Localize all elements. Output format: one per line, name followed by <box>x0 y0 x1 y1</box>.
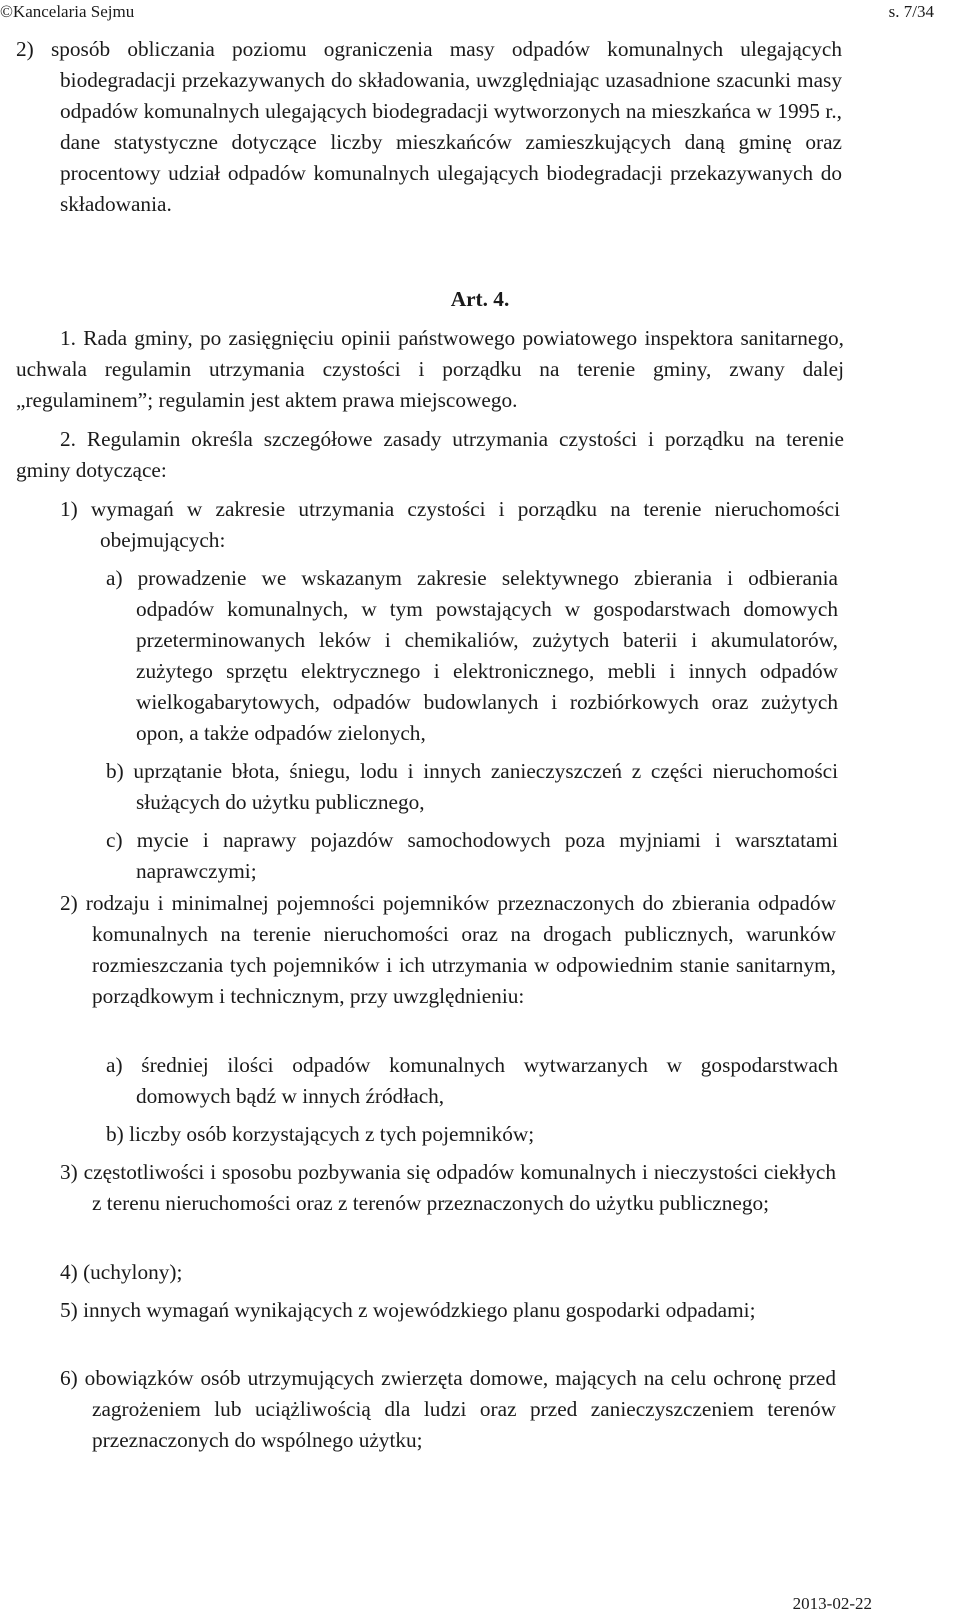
page-header <box>0 0 960 24</box>
article-heading: Art. 4. <box>450 287 510 311</box>
item-4-repealed: 4) (uchylony); <box>60 1260 183 1284</box>
page-footer-date: 2013-02-22 <box>792 1594 872 1613</box>
item-1-b: b) uprzątanie błota, śniegu, lodu i innych zanieczyszczeń z części nieruchomości służących do użytku publicznego, <box>106 759 838 814</box>
item-2-method: 2) sposób obliczania poziomu ograniczenia masy odpadów komunalnych ulegających biodegradacji przekazywanych do składowania, uwzględniając uzasadnione szacunki masy odpadów komunalnych ulegających biodegradacji wytworzonych na mieszkańca w 1995 r., dane statystyczne dotyczące liczby mieszkańców zamieszkujących daną gminę oraz procentowy udział odpadów komunalnych ulegających biodegradacji przekazywanych do składowania. <box>16 37 842 216</box>
paragraph-1: 1. Rada gminy, po zasięgnięciu opinii państwowego powiatowego inspektora sanitarnego, uchwala regulamin utrzymania czystości i porządku na terenie gminy, zwany dalej „regulaminem”; regulamin jest aktem prawa miejscowego. <box>16 326 844 412</box>
item-2-containers: 2) rodzaju i minimalnej pojemności pojemników przeznaczonych do zbierania odpadów komunalnych na terenie nieruchomości oraz na drogach publicznych, warunków rozmieszczania tych pojemników i ich utrzymania w odpowiednim stanie sanitarnym, porządkowym i technicznym, przy uwzględnieniu: <box>60 891 836 1008</box>
page-number: s. 7/34 <box>888 2 934 21</box>
item-3-frequency: 3) częstotliwości i sposobu pozbywania się odpadów komunalnych i nieczystości ciekłych z terenu nieruchomości oraz z terenów przeznaczonych do użytku publicznego; <box>60 1160 836 1215</box>
item-5-other-requirements: 5) innych wymagań wynikających z wojewódzkiego planu gospodarki odpadami; <box>60 1298 756 1322</box>
item-2-a: a) średniej ilości odpadów komunalnych wytwarzanych w gospodarstwach domowych bądź w innych źródłach, <box>106 1053 838 1108</box>
copyright-label: ©Kancelaria Sejmu <box>0 2 135 21</box>
item-6-pet-owners: 6) obowiązków osób utrzymujących zwierzęta domowe, mających na celu ochronę przed zagrożeniem lub uciążliwością dla ludzi oraz przed zanieczyszczeniem terenów przeznaczonych do wspólnego użytku; <box>60 1366 836 1452</box>
item-1-c: c) mycie i naprawy pojazdów samochodowych poza myjniami i warsztatami naprawczymi; <box>106 828 838 883</box>
item-1-requirements: 1) wymagań w zakresie utrzymania czystości i porządku na terenie nieruchomości obejmujących: <box>60 497 840 552</box>
item-1-a: a) prowadzenie we wskazanym zakresie selektywnego zbierania i odbierania odpadów komunalnych, w tym powstających w gospodarstwach domowych przeterminowanych leków i chemikaliów, zużytych baterii i akumulatorów, zużytego sprzętu elektrycznego i elektronicznego, mebli i innych odpadów wielkogabarytowych, odpadów budowlanych i rozbiórkowych oraz zużytych opon, a także odpadów zielonych, <box>106 566 838 745</box>
item-2-b: b) liczby osób korzystających z tych pojemników; <box>106 1122 535 1146</box>
paragraph-2: 2. Regulamin określa szczegółowe zasady utrzymania czystości i porządku na terenie gminy dotyczące: <box>16 427 844 482</box>
